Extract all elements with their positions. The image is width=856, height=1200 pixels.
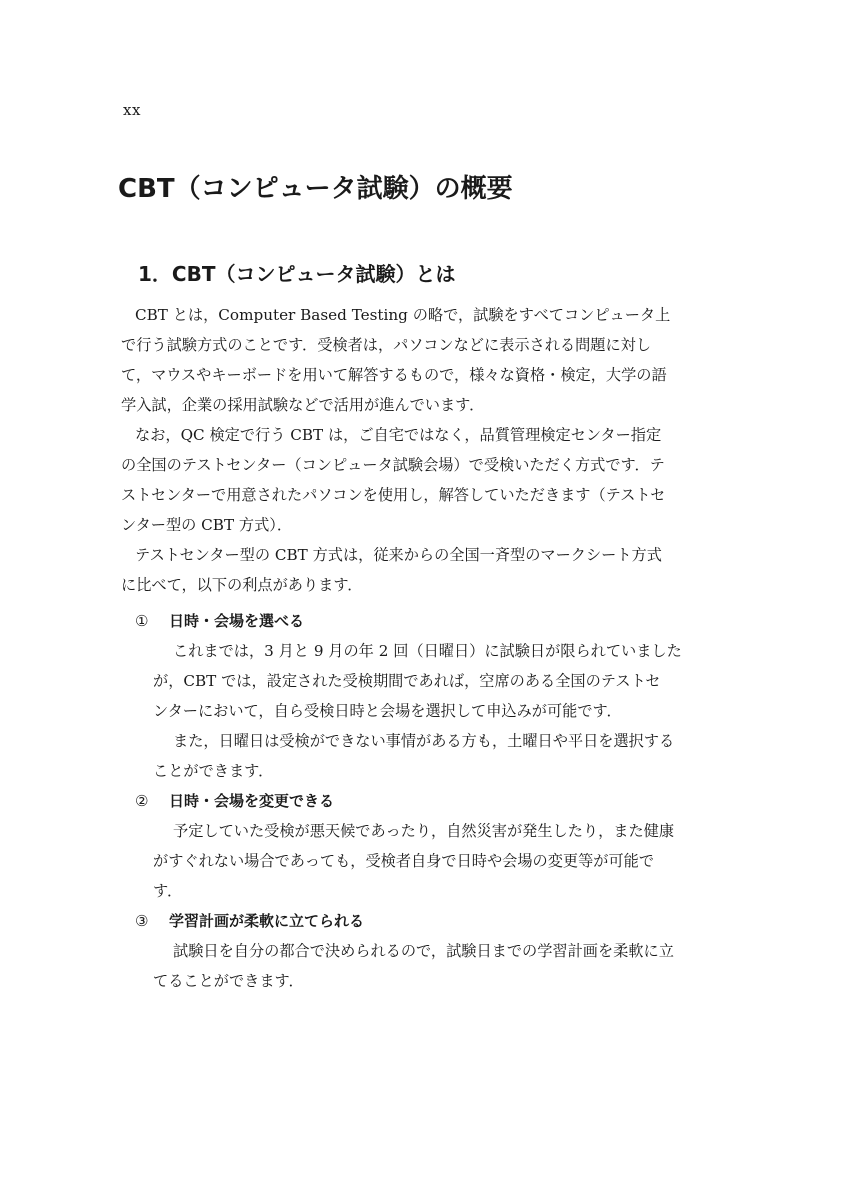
paragraph: [121, 300, 721, 420]
text-line: てることができます．: [153, 972, 304, 990]
text-line: が，CBT では，設定された受検期間であれば，空席のある全国のテストセ: [153, 672, 661, 690]
advantages-list: [121, 606, 721, 996]
text-line: 試験日を自分の都合で決められるので，試験日までの学習計画を柔軟に立: [173, 942, 674, 960]
text-line: また，日曜日は受検ができない事情がある方も，土曜日や平日を選択する: [173, 732, 675, 750]
chapter-title: CBT（コンピュータ試験）の概要: [118, 174, 513, 204]
text-line: で行う試験方式のことです．受検者は，パソコンなどに表示される問題に対し: [121, 336, 652, 354]
text-line: これまでは，3 月と 9 月の年 2 回（日曜日）に試験日が限られていました: [173, 642, 682, 660]
text-line: ンター型の CBT 方式）．: [121, 516, 293, 534]
text-line: の全国のテストセンター（コンピュータ試験会場）で受検いただく方式です．テ: [121, 456, 665, 474]
item-number: ③: [135, 912, 149, 930]
page-number: xx: [123, 101, 141, 119]
text-line: ンターにおいて，自ら受検日時と会場を選択して申込みが可能です．: [153, 702, 622, 720]
text-line: 予定していた受検が悪天候であったり，自然災害が発生したり，また健康: [173, 822, 675, 840]
text-line: す．: [153, 882, 183, 900]
item-heading: [121, 786, 721, 816]
text-line: がすぐれない場合であっても，受検者自身で日時や会場の変更等が可能で: [153, 852, 655, 870]
item-heading-text: 日時・会場を選べる: [169, 612, 305, 630]
text-line: なお，QC 検定で行う CBT は，ご自宅ではなく，品質管理検定センター指定: [135, 426, 662, 444]
item-heading: [121, 606, 721, 636]
intro-text: [121, 300, 721, 600]
item-heading: [121, 906, 721, 936]
text-line: テストセンター型の CBT 方式は，従来からの全国一斉型のマークシート方式: [135, 546, 662, 564]
paragraph: [121, 420, 721, 540]
item-heading-text: 学習計画が柔軟に立てられる: [169, 912, 365, 930]
item-heading-text: 日時・会場を変更できる: [169, 792, 335, 810]
paragraph: [121, 540, 721, 600]
item-number: ①: [135, 612, 149, 630]
text-line: て，マウスやキーボードを用いて解答するもので，様々な資格・検定，大学の語: [121, 366, 667, 384]
list-item: [121, 606, 721, 786]
text-line: 学入試，企業の採用試験などで活用が進んでいます．: [121, 396, 485, 414]
item-number: ②: [135, 792, 149, 810]
list-item: [121, 786, 721, 906]
section-title: 1．CBT（コンピュータ試験）とは: [138, 262, 456, 286]
text-line: ストセンターで用意されたパソコンを使用し，解答していただきます（テストセ: [121, 486, 666, 504]
text-line: CBT とは，Computer Based Testing の略で，試験をすべてコンピュータ上: [135, 306, 671, 324]
list-item: [121, 906, 721, 996]
text-line: ことができます．: [153, 762, 274, 780]
text-line: に比べて，以下の利点があります．: [121, 576, 363, 594]
